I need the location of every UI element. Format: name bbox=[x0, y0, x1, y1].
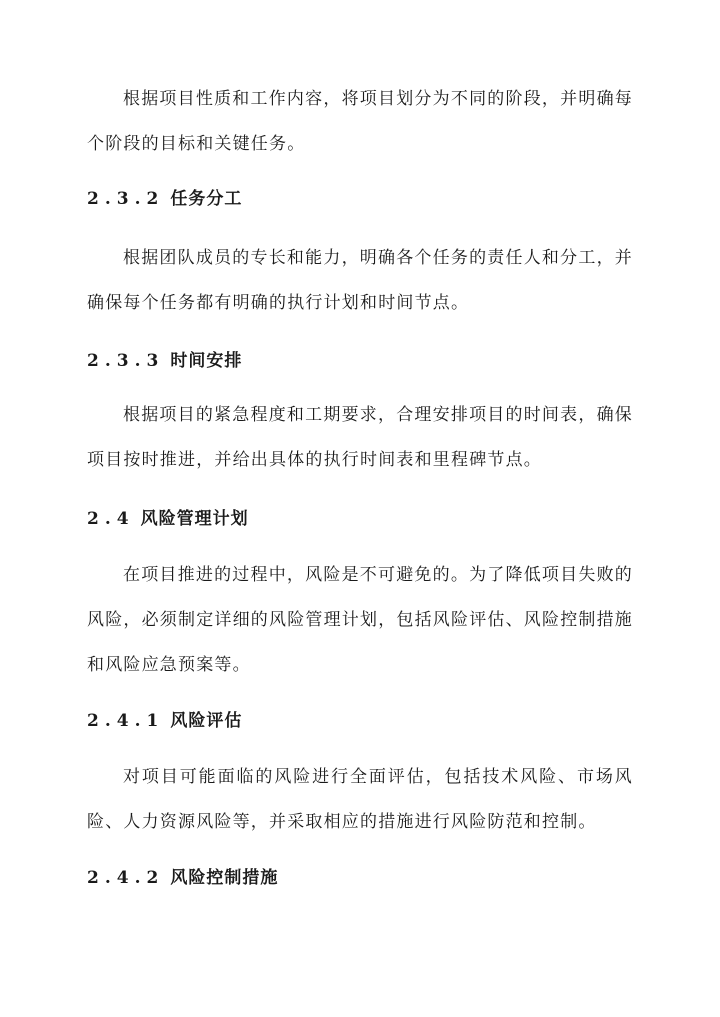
section-number: 2.4.2 bbox=[87, 868, 165, 888]
paragraph-project-phases: 根据项目性质和工作内容，将项目划分为不同的阶段，并明确每个阶段的目标和关键任务。 bbox=[87, 89, 633, 154]
paragraph-schedule: 根据项目的紧急程度和工期要求，合理安排项目的时间表，确保项目按时推进，并给出具体的执行时间表和里程碑节点。 bbox=[87, 405, 633, 470]
section-heading-2-3-2 bbox=[87, 187, 242, 211]
section-number: 2.4 bbox=[87, 509, 135, 529]
section-title: 时间安排 bbox=[170, 351, 243, 371]
section-number: 2.3.2 bbox=[87, 189, 165, 209]
section-title: 风险控制措施 bbox=[170, 868, 279, 888]
paragraph-risk-assessment: 对项目可能面临的风险进行全面评估，包括技术风险、市场风险、人力资源风险等，并采取相应的措施进行风险防范和控制。 bbox=[87, 767, 633, 832]
paragraph-risk-management: 在项目推进的过程中，风险是不可避免的。为了降低项目失败的风险，必须制定详细的风险管理计划，包括风险评估、风险控制措施和风险应急预案等。 bbox=[87, 565, 633, 675]
section-title: 风险管理计划 bbox=[140, 509, 249, 529]
section-title: 风险评估 bbox=[170, 711, 243, 731]
section-number: 2.3.3 bbox=[87, 351, 165, 371]
section-title: 任务分工 bbox=[170, 189, 243, 209]
paragraph-task-assignment: 根据团队成员的专长和能力，明确各个任务的责任人和分工，并确保每个任务都有明确的执行计划和时间节点。 bbox=[87, 248, 633, 313]
section-heading-2-3-3 bbox=[87, 349, 242, 373]
section-heading-2-4-2 bbox=[87, 866, 278, 890]
section-heading-2-4 bbox=[87, 507, 249, 531]
section-heading-2-4-1 bbox=[87, 709, 242, 733]
section-number: 2.4.1 bbox=[87, 711, 165, 731]
